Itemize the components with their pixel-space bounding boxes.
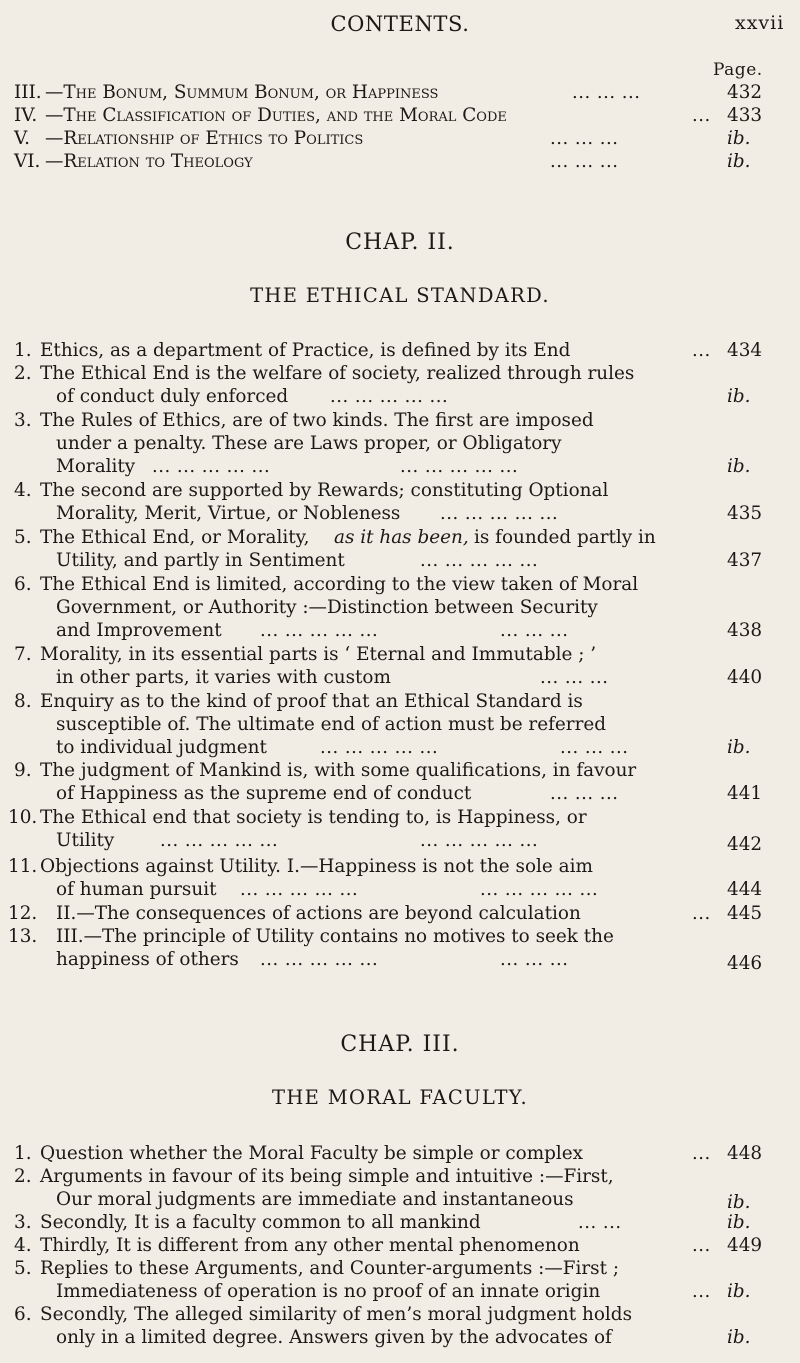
- page-header: [0, 0, 800, 40]
- item-number: 1.: [14, 340, 32, 361]
- page-number: ib.: [727, 386, 751, 407]
- entry-text: Enquiry as to the kind of proof that an Ethical Standard is: [40, 691, 583, 712]
- entry-text: Secondly, It is a faculty common to all mankind: [40, 1212, 481, 1233]
- page-number: ib.: [727, 151, 751, 172]
- chapter-title: THE ETHICAL STANDARD.: [250, 284, 550, 307]
- dot-leader: ... ... ...: [550, 783, 619, 804]
- dot-leader: ... ... ...: [550, 151, 619, 172]
- dot-leader: ... ... ... ... ...: [480, 879, 599, 900]
- item-number: 12.: [8, 903, 38, 924]
- item-number: 5.: [14, 1258, 32, 1279]
- entry-text: Question whether the Moral Faculty be simple or complex: [40, 1143, 584, 1164]
- entry-text: —Relation to Theology: [45, 151, 253, 172]
- item-number: 2.: [14, 1166, 32, 1187]
- dot-leader: ... ... ...: [500, 620, 569, 641]
- item-number: 3.: [14, 410, 32, 431]
- item-number: 5.: [14, 527, 32, 548]
- entry-text: —The Bonum, Summum Bonum, or Happiness: [45, 82, 439, 103]
- page-number: 437: [727, 550, 763, 571]
- item-number: 4.: [14, 1235, 32, 1256]
- dot-leader: ...: [692, 1281, 711, 1302]
- dot-leader: ... ... ...: [572, 82, 641, 103]
- entry-text-continued: Morality, Merit, Virtue, or Nobleness: [56, 503, 401, 524]
- entry-text-continued: susceptible of. The ultimate end of action must be referred: [56, 714, 607, 735]
- entry-text-continued: Utility, and partly in Sentiment: [56, 550, 345, 571]
- page-number: ib.: [727, 128, 751, 149]
- page-number: 432: [727, 82, 763, 103]
- entry-number: V.: [14, 128, 30, 149]
- dot-leader: ... ... ... ... ...: [320, 737, 439, 758]
- entry-text: —Relationship of Ethics to Politics: [45, 128, 364, 149]
- dot-leader: ... ... ... ... ...: [240, 879, 359, 900]
- entry-text-continued: Government, or Authority :—Distinction between Security: [56, 597, 598, 618]
- entry-text-continued: and Improvement: [56, 620, 222, 641]
- entry-text: The Ethical End is limited, according to the view taken of Moral: [40, 574, 639, 595]
- item-number: 4.: [14, 480, 32, 501]
- entry-text-continued: to individual judgment: [56, 737, 267, 758]
- page-number: ib.: [727, 1192, 751, 1213]
- entry-text-continued: in other parts, it varies with custom: [56, 667, 391, 688]
- dot-leader: ...: [692, 1143, 711, 1164]
- dot-leader: ... ... ...: [560, 737, 629, 758]
- dot-leader: ... ... ... ... ...: [152, 456, 271, 477]
- entry-text: The Rules of Ethics, are of two kinds. The first are imposed: [40, 410, 594, 431]
- entry-number: IV.: [14, 105, 38, 126]
- page-number: ib.: [727, 1212, 751, 1233]
- chapter-heading: CHAP. III.: [340, 1032, 460, 1057]
- dot-leader: ...: [692, 903, 711, 924]
- entry-text-continued: Our moral judgments are immediate and instantaneous: [56, 1189, 574, 1210]
- dot-leader: ... ... ... ... ...: [330, 386, 449, 407]
- page-number: 434: [727, 340, 763, 361]
- entry-text: Morality, in its essential parts is ‘ Eternal and Immutable ; ’: [40, 644, 597, 665]
- page-number: 440: [727, 667, 763, 688]
- entry-text-continued: of conduct duly enforced: [56, 386, 289, 407]
- entry-text-continued: Morality: [56, 456, 136, 477]
- item-number: 6.: [14, 574, 32, 595]
- item-number: 9.: [14, 760, 32, 781]
- page-number: ib.: [727, 1327, 751, 1348]
- page-number: 438: [727, 620, 763, 641]
- folio: xxvii: [735, 12, 785, 34]
- entry-text-continued: Utility: [56, 830, 115, 851]
- page-column-label: Page.: [713, 60, 763, 80]
- dot-leader: ... ...: [578, 1212, 622, 1233]
- entry-text: is founded partly in: [474, 527, 656, 548]
- item-number: 8.: [14, 691, 32, 712]
- page-number: 448: [727, 1143, 763, 1164]
- page-number: 444: [727, 879, 763, 900]
- entry-text-continued: of human pursuit: [56, 879, 217, 900]
- item-number: 11.: [8, 856, 38, 877]
- page-number: 435: [727, 503, 763, 524]
- item-number: 7.: [14, 644, 32, 665]
- item-number: 2.: [14, 363, 32, 384]
- item-number: 13.: [8, 926, 38, 947]
- chapter-heading: CHAP. II.: [345, 230, 455, 255]
- page-number: 441: [727, 783, 763, 804]
- entry-text: Thirdly, It is different from any other mental phenomenon: [40, 1235, 580, 1256]
- dot-leader: ... ... ... ... ...: [260, 620, 379, 641]
- entry-text: The Ethical end that society is tending to, is Happiness, or: [40, 807, 587, 828]
- dot-leader: ... ... ...: [540, 667, 609, 688]
- entry-text: Arguments in favour of its being simple and intuitive :—First,: [40, 1166, 614, 1187]
- item-number: 1.: [14, 1143, 32, 1164]
- dot-leader: ...: [692, 340, 711, 361]
- entry-text: The judgment of Mankind is, with some qualifications, in favour: [40, 760, 637, 781]
- entry-text: II.—The consequences of actions are beyond calculation: [56, 903, 581, 924]
- entry-text: Secondly, The alleged similarity of men’s moral judgment holds: [40, 1304, 633, 1325]
- entry-text: Replies to these Arguments, and Counter-arguments :—First ;: [40, 1258, 620, 1279]
- dot-leader: ... ... ... ... ...: [400, 456, 519, 477]
- page-number: ib.: [727, 456, 751, 477]
- dot-leader: ... ... ... ... ...: [260, 949, 379, 970]
- item-number: 10.: [8, 807, 38, 828]
- dot-leader: ... ... ...: [500, 949, 569, 970]
- dot-leader: ...: [692, 105, 711, 126]
- entry-text: Objections against Utility. I.—Happiness is not the sole aim: [40, 856, 593, 877]
- dot-leader: ... ... ... ... ...: [440, 503, 559, 524]
- item-number: 6.: [14, 1304, 32, 1325]
- entry-text-continued: only in a limited degree. Answers given by the advocates of: [56, 1327, 612, 1348]
- page-number: 446: [727, 953, 763, 974]
- entry-number: VI.: [14, 151, 41, 172]
- entry-text: III.—The principle of Utility contains no motives to seek the: [56, 926, 614, 947]
- dot-leader: ... ... ...: [550, 128, 619, 149]
- page-number: 433: [727, 105, 763, 126]
- chapter-title: THE MORAL FACULTY.: [272, 1086, 528, 1109]
- dot-leader: ... ... ... ... ...: [420, 550, 539, 571]
- item-number: 3.: [14, 1212, 32, 1233]
- dot-leader: ...: [692, 1235, 711, 1256]
- entry-text: —The Classification of Duties, and the Moral Code: [45, 105, 507, 126]
- page-number: 449: [727, 1235, 763, 1256]
- page-number: 442: [727, 834, 763, 855]
- entry-number: III.: [14, 82, 42, 103]
- page-number: 445: [727, 903, 763, 924]
- entry-text-continued: Immediateness of operation is no proof of an innate origin: [56, 1281, 601, 1302]
- dot-leader: ... ... ... ... ...: [420, 830, 539, 851]
- page-number: ib.: [727, 737, 751, 758]
- entry-text-continued: under a penalty. These are Laws proper, or Obligatory: [56, 433, 562, 454]
- entry-text-continued: happiness of others: [56, 949, 239, 970]
- entry-text: The second are supported by Rewards; constituting Optional: [40, 480, 609, 501]
- entry-text-continued: of Happiness as the supreme end of conduct: [56, 783, 472, 804]
- entry-text: Ethics, as a department of Practice, is defined by its End: [40, 340, 571, 361]
- entry-text: The Ethical End, or Morality,: [40, 527, 310, 548]
- dot-leader: ... ... ... ... ...: [160, 830, 279, 851]
- entry-text-italic: as it has been,: [334, 527, 469, 548]
- running-title: CONTENTS.: [330, 12, 470, 36]
- page-number: ib.: [727, 1281, 751, 1302]
- entry-text: The Ethical End is the welfare of society, realized through rules: [40, 363, 635, 384]
